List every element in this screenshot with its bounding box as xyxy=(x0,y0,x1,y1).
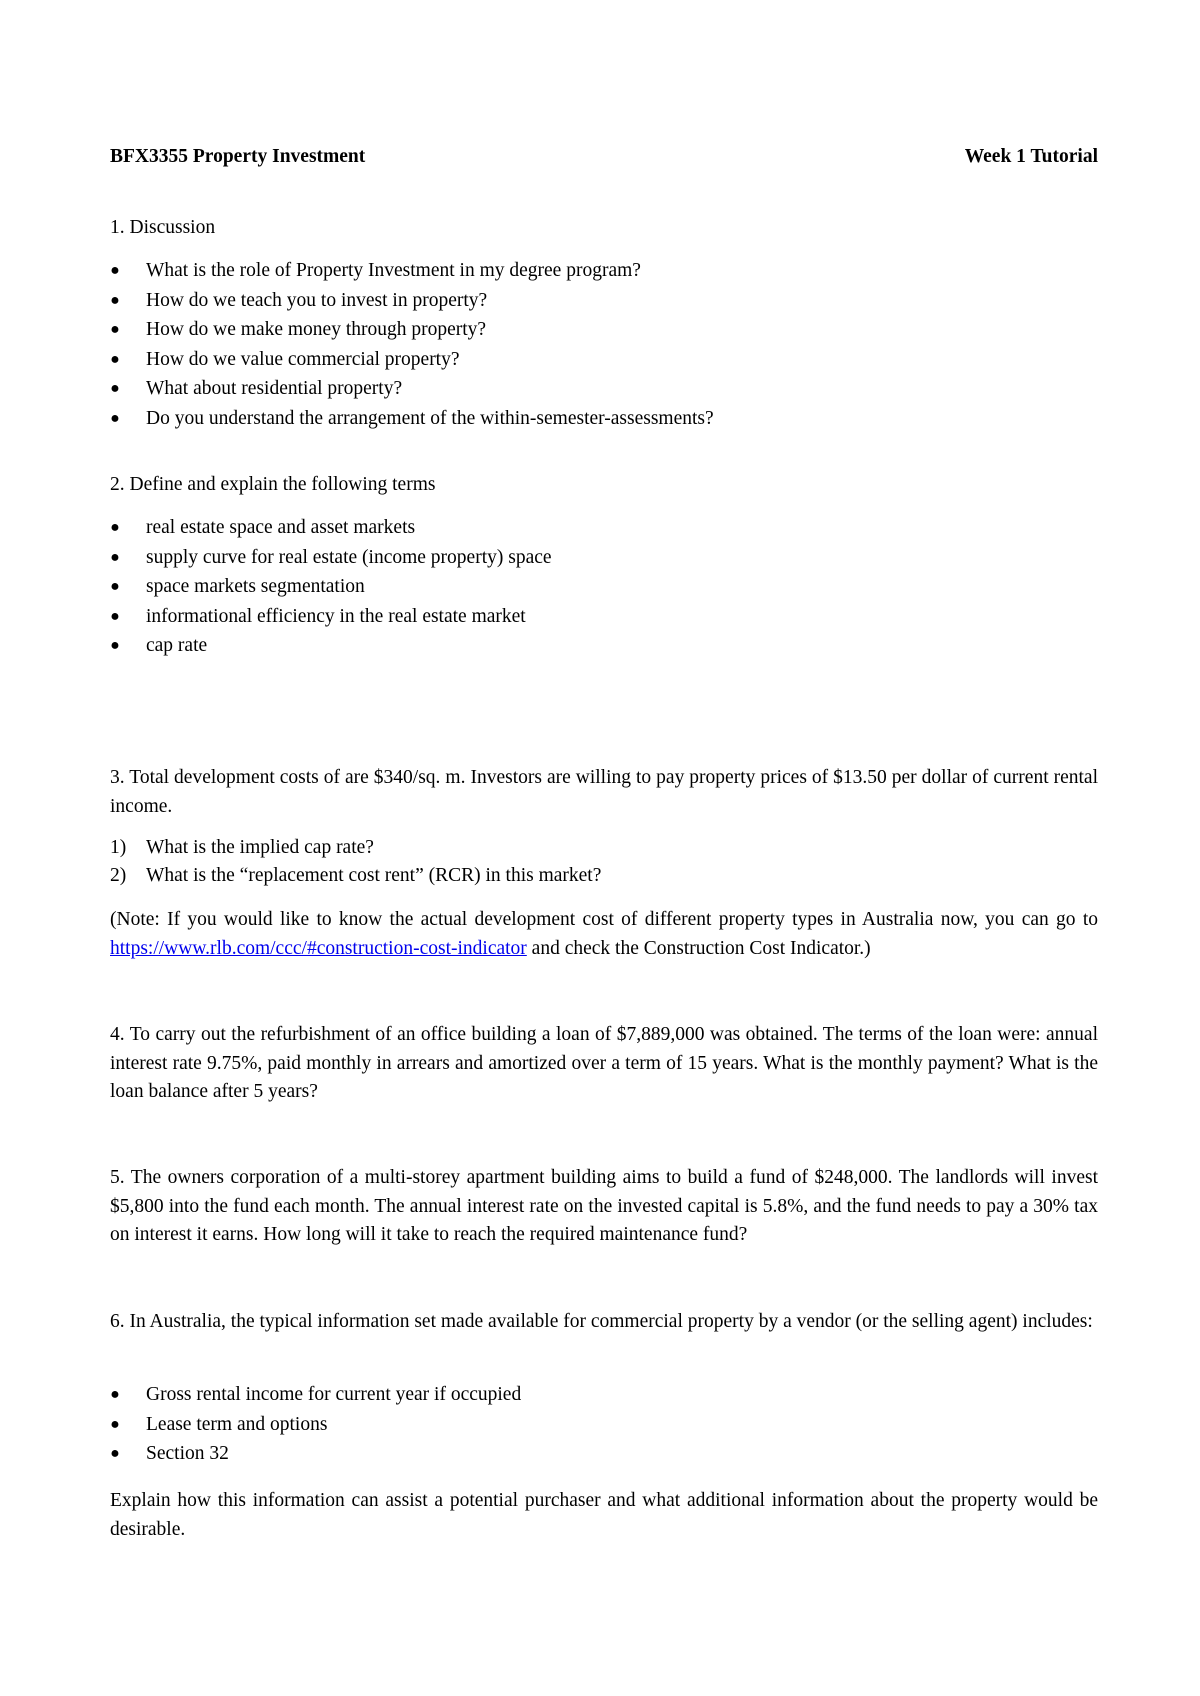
construction-cost-link[interactable]: https://www.rlb.com/ccc/#construction-cost-indicator xyxy=(110,937,527,959)
question-4-text: 4. To carry out the refurbishment of an office building a loan of $7,889,000 was obtained. The terms of the loan were: annual interest rate 9.75%, paid monthly in arrears and amortized over a term of 15 years. What is the monthly payment? What is the loan balance after 5 years? xyxy=(110,1024,1098,1102)
question-6-list xyxy=(110,1380,1098,1469)
list-item: ● space markets segmentation xyxy=(110,572,1098,602)
question-6-closing-text: Explain how this information can assist a potential purchaser and what additional information about the property would be desirable. xyxy=(110,1490,1098,1540)
list-item: ● How do we teach you to invest in property? xyxy=(110,286,1098,316)
question-2-list xyxy=(110,513,1098,661)
list-item: ● What is the role of Property Investment in my degree program? xyxy=(110,256,1098,286)
bullet-icon: ● xyxy=(110,1415,120,1433)
question-3-note xyxy=(110,906,1098,963)
bullet-icon: ● xyxy=(110,607,120,625)
bullet-icon: ● xyxy=(110,1386,120,1403)
bullet-icon: ● xyxy=(110,548,120,566)
bullet-icon: ● xyxy=(110,1445,120,1462)
bullet-icon: ● xyxy=(110,637,120,654)
list-item: ● Lease term and options xyxy=(110,1410,1098,1440)
list-item: ● Section 32 xyxy=(110,1439,1098,1469)
list-item: ● How do we make money through property? xyxy=(110,315,1098,345)
question-5 xyxy=(110,1164,1098,1250)
bullet-icon: ● xyxy=(110,578,120,595)
list-item: ● How do we value commercial property? xyxy=(110,345,1098,375)
bullet-icon: ● xyxy=(110,262,120,279)
list-item: ● Gross rental income for current year if occupied xyxy=(110,1380,1098,1410)
list-item: ● What about residential property? xyxy=(110,374,1098,404)
bullet-icon: ● xyxy=(110,350,120,368)
question-6-text: 6. In Australia, the typical information set made available for commercial property by a vendor (or the selling agent) includes: xyxy=(110,1311,1093,1332)
question-1-list xyxy=(110,256,1098,433)
course-title: BFX3355 Property Investment xyxy=(110,146,366,167)
question-3-subitems xyxy=(110,834,1098,890)
list-item: ● Do you understand the arrangement of the within-semester-assessments? xyxy=(110,404,1098,434)
page-header xyxy=(110,146,1098,168)
list-item: ● real estate space and asset markets xyxy=(110,513,1098,543)
bullet-icon: ● xyxy=(110,519,120,536)
note-text-after: and check the Construction Cost Indicator.) xyxy=(526,937,871,959)
question-6 xyxy=(110,1308,1098,1337)
question-2-heading: 2. Define and explain the following terms xyxy=(110,474,436,495)
question-6-closing xyxy=(110,1487,1098,1544)
list-item: ● cap rate xyxy=(110,631,1098,661)
question-2 xyxy=(110,471,1098,500)
question-1-heading: 1. Discussion xyxy=(110,217,216,238)
question-4 xyxy=(110,1021,1098,1107)
list-item: ● supply curve for real estate (income property) space xyxy=(110,543,1098,573)
question-5-text: 5. The owners corporation of a multi-storey apartment building aims to build a fund of $248,000. The landlords will invest $5,800 into the fund each month. The annual interest rate on the invested capital is 5.8%, and the fund needs to pay a 30% tax on interest it earns. How long will it take to reach the required maintenance fund? xyxy=(110,1167,1098,1245)
question-1 xyxy=(110,214,1098,243)
bullet-icon: ● xyxy=(110,321,120,338)
question-3 xyxy=(110,764,1098,821)
bullet-icon: ● xyxy=(110,291,120,309)
list-item: 2) What is the “replacement cost rent” (RCR) in this market? xyxy=(110,865,602,886)
list-item: ● informational efficiency in the real estate market xyxy=(110,602,1098,632)
list-item: 1) What is the implied cap rate? xyxy=(110,837,374,858)
question-3-text: 3. Total development costs of are $340/sq. m. Investors are willing to pay property prices of $13.50 per dollar of current rental income. xyxy=(110,767,1098,817)
note-text-before: (Note: If you would like to know the actual development cost of different property types in Australia now, you can go to xyxy=(110,909,1098,930)
bullet-icon: ● xyxy=(110,409,120,427)
bullet-icon: ● xyxy=(110,380,120,397)
week-label: Week 1 Tutorial xyxy=(964,146,1098,167)
